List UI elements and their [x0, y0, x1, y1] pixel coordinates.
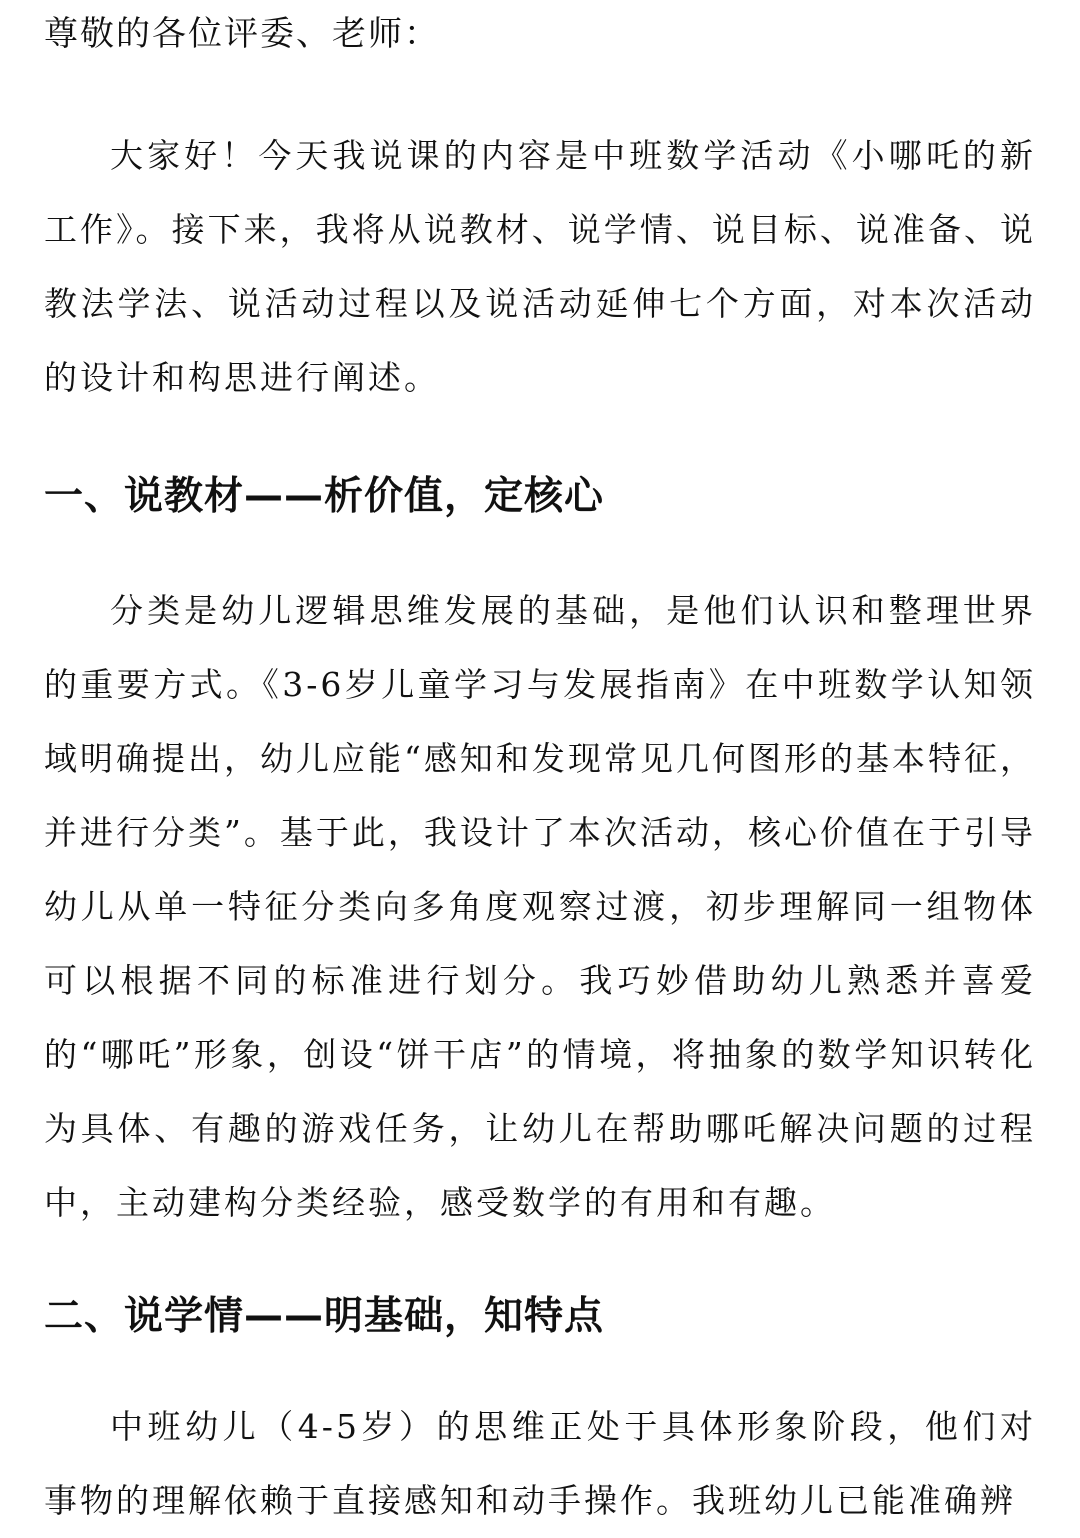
section-heading-learners: 二、说学情——明基础，知特点 — [44, 1294, 605, 1339]
section-paragraph-learners: 中班幼儿（4-5岁）的思维正处于具体形象阶段，他们对事物的理解依赖于直接感知和动手操作。我班幼儿已能准确辨 — [44, 1407, 1036, 1520]
section-paragraph-textbook: 分类是幼儿逻辑思维发展的基础，是他们认识和整理世界的重要方式。《3-6岁儿童学习与发展指南》在中班数学认知领域明确提出，幼儿应能“感知和发现常见几何图形的基本特征，并进行分类”。基于此，我设计了本次活动，核心价值在于引导幼儿从单一特征分类向多角度观察过渡，初步理解同一组物体可以根据不同的标准进行划分。我巧妙借助幼儿熟悉并喜爱的“哪吒”形象，创设“饼干店”的情境，将抽象的数学知识转化为具体、有趣的游戏任务，让幼儿在帮助哪吒解决问题的过程中，主动建构分类经验，感受数学的有用和有趣。 — [44, 591, 1036, 1222]
greeting-line: 尊敬的各位评委、老师： — [44, 14, 440, 54]
intro-paragraph: 大家好！今天我说课的内容是中班数学活动《小哪吒的新工作》。接下来，我将从说教材、说学情、说目标、说准备、说教法学法、说活动过程以及说活动延伸七个方面，对本次活动的设计和构思进行阐述。 — [44, 136, 1036, 397]
section-heading-textbook: 一、说教材——析价值，定核心 — [44, 474, 605, 519]
